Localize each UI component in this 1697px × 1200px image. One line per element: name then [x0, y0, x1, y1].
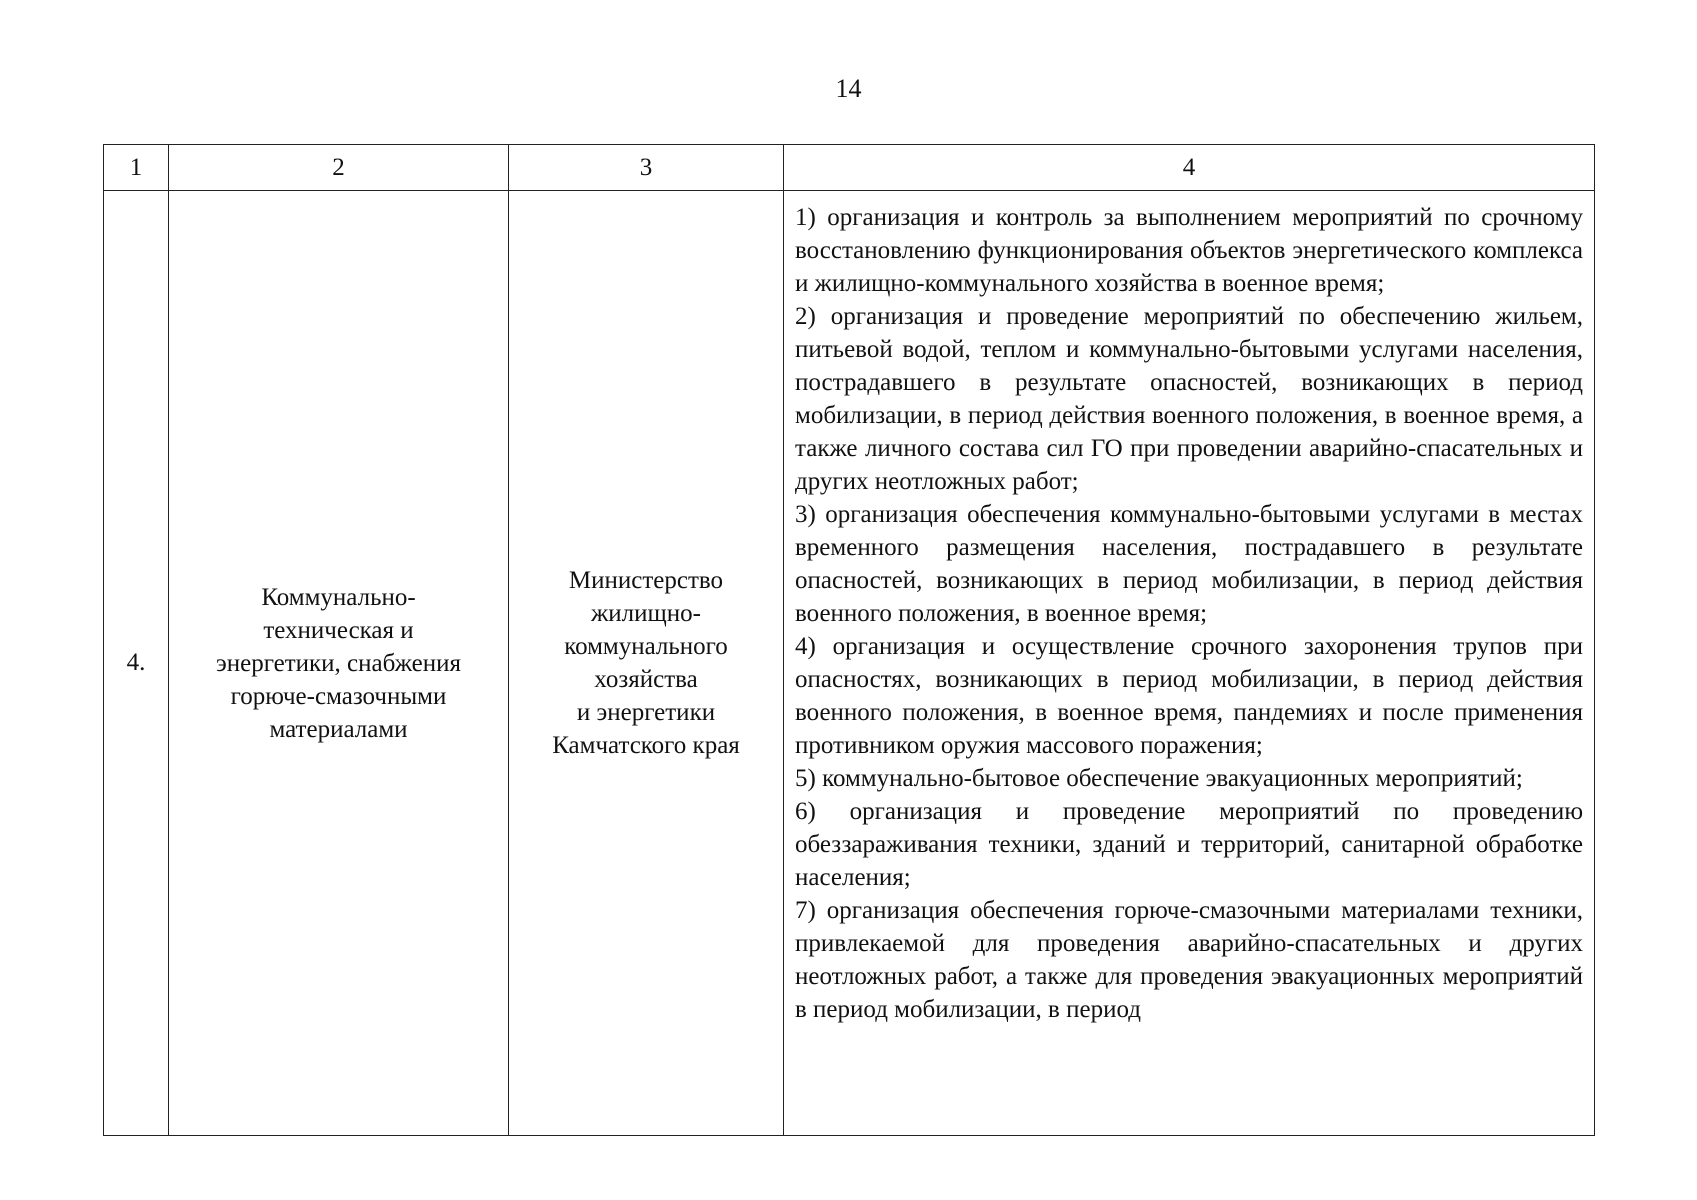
service-name-line: техническая и — [263, 616, 414, 644]
task-item-2: 2) организация и проведение мероприятий по обеспечению жильем, питьевой водой, теплом и коммунально-бытовыми услугами населения, пострадавшего в результате опасностей, возникающих в период мобилизации, в период действия военного положения, в военное время, а также личного состава сил ГО при проведении аварийно-спасательных и других неотложных работ; — [795, 303, 1583, 495]
task-item-6: 6) организация и проведение мероприятий по проведению обеззараживания техники, зданий и территорий, санитарной обработке населения; — [795, 798, 1583, 891]
task-item-3: 3) организация обеспечения коммунально-бытовыми услугами в местах временного размещения населения, пострадавшего в результате опасностей, возникающих в период мобилизации, в период действия военного положения, в военное время; — [795, 501, 1583, 627]
page-number: 14 — [835, 74, 862, 103]
header-cell-1: 1 — [104, 145, 169, 191]
service-name-line: горюче-смазочными — [230, 682, 447, 710]
responsible-line: Министерство — [568, 567, 724, 594]
task-item-4: 4) организация и осуществление срочного захоронения трупов при опасностях, возникающих в период мобилизации, в период действия военного положения, в военное время, пандемиях и после применения противником оружия массового поражения; — [795, 633, 1583, 759]
task-item-5: 5) коммунально-бытовое обеспечение эвакуационных мероприятий; — [795, 765, 1523, 792]
header-cell-4: 4 — [784, 145, 1595, 191]
responsible-line: хозяйства — [594, 666, 698, 693]
service-name-line: Коммунально- — [261, 583, 416, 611]
task-item-7: 7) организация обеспечения горюче-смазочными материалами техники, привлекаемой для проведения аварийно-спасательных и других неотложных работ, а также для проведения эвакуационных мероприятий в период мобилизации, в период — [795, 897, 1583, 1023]
responsible-line: и энергетики — [576, 699, 716, 726]
header-cell-2: 2 — [169, 145, 509, 191]
responsible-line: коммунального — [564, 633, 728, 660]
task-item-1: 1) организация и контроль за выполнением мероприятий по срочному восстановлению функционирования объектов энергетического комплекса и жилищно-коммунального хозяйства в военное время; — [795, 204, 1583, 297]
table-row — [104, 191, 1595, 1136]
service-name-line: материалами — [269, 715, 408, 743]
row-number: 4. — [104, 191, 169, 1136]
services-table — [103, 144, 1595, 1136]
service-name-line: энергетики, снабжения — [215, 649, 462, 677]
header-cell-3: 3 — [509, 145, 784, 191]
table-header-row — [104, 145, 1595, 191]
responsible-body-cell — [509, 191, 784, 1136]
responsible-line: жилищно- — [591, 600, 701, 627]
service-name-cell — [169, 191, 509, 1136]
responsible-line: Камчатского края — [552, 732, 740, 759]
tasks-cell — [784, 191, 1595, 1136]
